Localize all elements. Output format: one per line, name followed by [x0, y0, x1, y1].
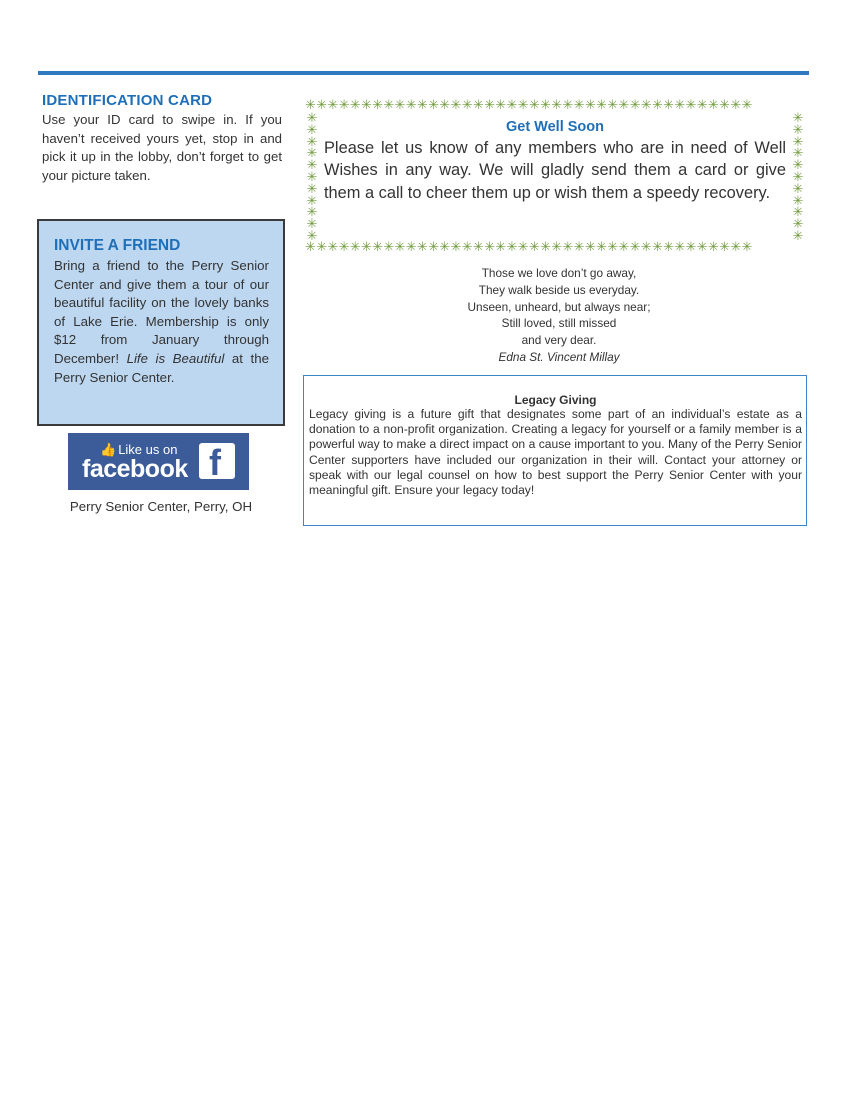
poem-line: and very dear.	[521, 333, 597, 348]
id-card-body: Use your ID card to swipe in. If you haven’t received yours yet, stop in and pick it up in the lobby, don’t forget to get your picture taken.	[42, 112, 282, 183]
id-card-title: IDENTIFICATION CARD	[42, 92, 213, 109]
poem	[420, 265, 698, 366]
invite-body-end: at the Perry Senior Center.	[54, 350, 269, 385]
facebook-logo-letter: f	[209, 442, 221, 483]
invite-body-main: Bring a friend to the Perry Senior Center and give them a tour of our beautiful facility on the lovely banks of Lake Erie. Membership is only $12 from January through December!	[54, 258, 269, 366]
legacy-giving-box	[303, 375, 807, 526]
legacy-title: Legacy Giving	[514, 393, 597, 407]
poem-line: They walk beside us everyday.	[478, 282, 640, 297]
legacy-body: Legacy giving is a future gift that designates some part of an individual’s estate as a donation to a non-profit organization. Creating a legacy for yourself or a family member is a powerful way to make a direct impact on a cause important to you. Many of the Perry Senior Center supporters have included our organization in their will. Contact your attorney or speak with our legal counsel on how to best support the Perry Senior Center with your meaningful gift. Ensure your legacy today!	[309, 407, 802, 498]
id-card-section	[42, 92, 282, 185]
facebook-caption: Perry Senior Center, Perry, OH	[69, 499, 253, 514]
get-well-box	[305, 98, 805, 254]
star-border-top: ✳✳✳✳✳✳✳✳✳✳✳✳✳✳✳✳✳✳✳✳✳✳✳✳✳✳✳✳✳✳✳✳✳✳✳✳✳✳✳✳	[305, 98, 753, 112]
get-well-title: Get Well Soon	[505, 119, 605, 135]
invite-friend-box	[37, 219, 285, 426]
star-border-left: ✳ ✳ ✳ ✳ ✳ ✳ ✳ ✳ ✳ ✳ ✳	[306, 112, 318, 240]
star-border-right: ✳ ✳ ✳ ✳ ✳ ✳ ✳ ✳ ✳ ✳ ✳	[792, 112, 804, 240]
poem-line: Still loved, still missed	[501, 316, 617, 331]
facebook-wordmark: facebook	[82, 455, 188, 483]
poem-line: Those we love don’t go away,	[481, 266, 637, 280]
poem-line: Unseen, unheard, but always near;	[467, 299, 651, 314]
poem-author: Edna St. Vincent Millay	[498, 349, 620, 364]
thumbs-up-icon: 👍	[100, 442, 117, 457]
invite-italic: Life is Beautiful	[126, 350, 225, 366]
top-divider	[38, 71, 809, 75]
facebook-icon	[199, 442, 235, 483]
invite-title: INVITE A FRIEND	[54, 237, 181, 254]
invite-body	[54, 257, 269, 387]
get-well-body: Please let us know of any members who are in need of Well Wishes in any way. We will gladly send them a card or give them a call to cheer them up or wish them a speedy recovery.	[324, 139, 786, 202]
facebook-like-badge[interactable]	[68, 433, 249, 490]
star-border-bottom: ✳✳✳✳✳✳✳✳✳✳✳✳✳✳✳✳✳✳✳✳✳✳✳✳✳✳✳✳✳✳✳✳✳✳✳✳✳✳✳✳	[305, 240, 753, 254]
like-us-text: Like us on	[118, 442, 178, 457]
